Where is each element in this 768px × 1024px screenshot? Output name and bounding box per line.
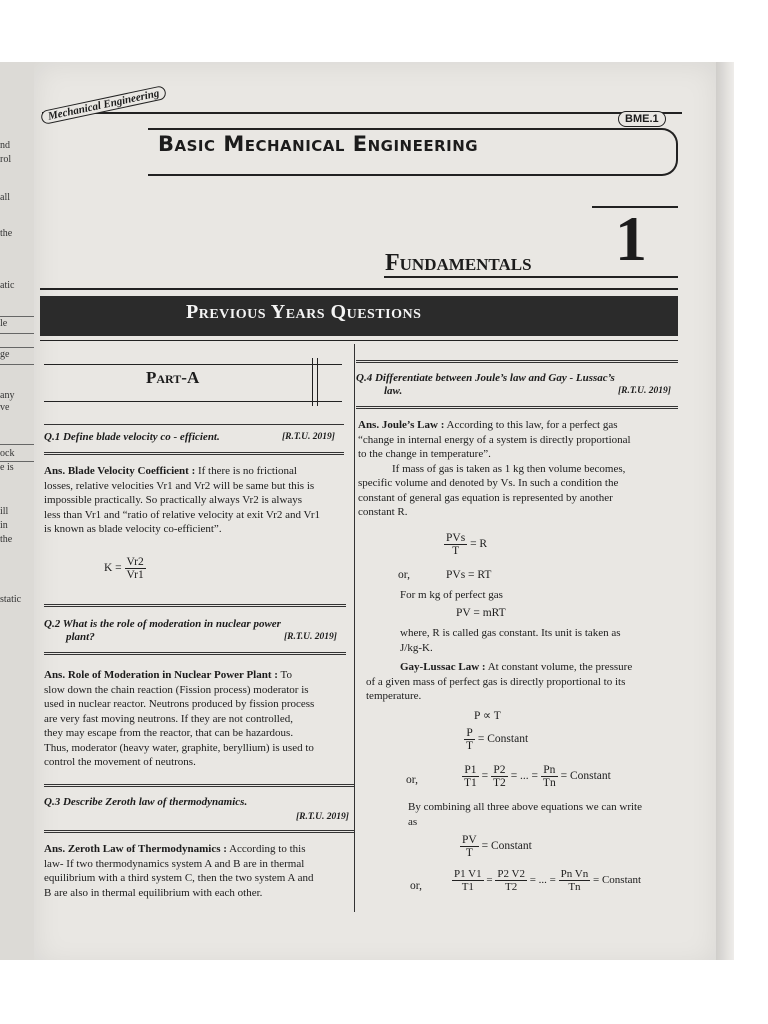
denominator: T xyxy=(466,740,474,752)
answer-line: B are also in thermal equilibrium with each other. xyxy=(44,886,263,899)
answer-line: as xyxy=(408,815,418,828)
equation-or xyxy=(410,880,422,892)
question-rule xyxy=(44,830,354,833)
question-number: Q.3 xyxy=(44,796,61,808)
equation-rhs: = Constant xyxy=(481,840,532,853)
question-source: [R.T.U. 2019] xyxy=(296,812,349,822)
numerator: Pn Vn xyxy=(560,868,589,880)
answer-line: temperature. xyxy=(366,690,422,702)
prev-word: the xyxy=(0,534,13,545)
answer-line: where, R is called gas constant. Its unit is taken as xyxy=(400,627,621,639)
question-source: [R.T.U. 2019] xyxy=(282,432,335,442)
answer-line: control the movement of neutrons. xyxy=(44,756,196,768)
answer-line: specific volume and denoted by Vs. In such a condition the xyxy=(358,477,619,489)
equation-pv-mrt: PV = mRT xyxy=(456,607,506,619)
numerator: P xyxy=(464,727,475,740)
equation-pv-over-t xyxy=(460,834,532,859)
question-1 xyxy=(44,431,220,444)
banner-rule-top xyxy=(40,288,678,290)
equation-lhs: K = xyxy=(104,562,122,575)
question-text: Describe Zeroth law of thermodynamics. xyxy=(62,796,248,808)
answer-line: According to this law, for a perfect gas xyxy=(446,419,618,431)
or-label: or, xyxy=(398,569,410,581)
question-number: Q.1 xyxy=(44,431,61,443)
gas-constant-text xyxy=(400,626,694,655)
equation-expression: PVs = RT xyxy=(446,569,492,581)
question-text: law. xyxy=(384,385,403,397)
answer-line: of a given mass of perfect gas is directly proportional to its xyxy=(366,675,626,688)
equation-p-over-t-series: $\frac{P1}{T1}$ = $\frac{P2}{T2}$ = ... = $\frac{Pn}{Tn}$ = Constant xyxy=(464,764,611,789)
denominator: T1 xyxy=(461,881,474,893)
denominator: Vr1 xyxy=(126,569,144,581)
fraction xyxy=(444,532,467,557)
gay-lussac-text xyxy=(366,660,698,704)
answer-line: impossible practically. So practically always Vr2 is always xyxy=(44,494,303,506)
equation-p-over-t xyxy=(464,727,528,752)
equation-rhs: = Constant xyxy=(477,733,529,746)
answer-line: losses, relative velocities Vr1 and Vr2 will be same but this is xyxy=(44,479,315,492)
fraction xyxy=(460,834,479,859)
prev-word: in xyxy=(0,520,8,531)
question-rule xyxy=(44,452,344,455)
question-text: Differentiate between Joule’s law and Gay - Lussac’s xyxy=(374,372,615,384)
denominator: Tn xyxy=(542,777,556,789)
answer-line: “change in internal energy of a system is directly proportional xyxy=(358,433,631,446)
equation-pvs-rt xyxy=(446,569,491,581)
question-source: [R.T.U. 2019] xyxy=(284,632,337,642)
equation-rhs: = R xyxy=(470,538,488,551)
fraction xyxy=(559,868,591,893)
answer-line: equilibrium with a third system C, then the two system A and xyxy=(44,872,314,884)
answer-line: constant of general gas equation is represented by another xyxy=(358,491,613,504)
denominator: T2 xyxy=(505,881,518,893)
equation-pv-over-t-series: $\frac{P1 V1}{T1}$ = $\frac{P2 V2}{T2}$ = ... = $\frac{\text{Pn Vn}}{Tn}$ = Constant xyxy=(454,868,642,893)
numerator: PV xyxy=(462,834,477,846)
question-rule xyxy=(44,652,346,655)
answer-line: less than Vr1 and “ratio of relative velocity at exit Vr2 and Vr1 xyxy=(44,508,320,521)
question-source: [R.T.U. 2019] xyxy=(618,386,671,396)
numerator: P1 V1 xyxy=(454,868,482,880)
question-rule xyxy=(356,406,678,409)
answer-2 xyxy=(44,668,354,770)
background-below-page xyxy=(0,960,768,1024)
answer-line: they may escape from the reactor, that can be hazardous. xyxy=(44,727,294,739)
answer-3 xyxy=(44,842,360,900)
question-text: plant? xyxy=(66,631,95,643)
answer-1 xyxy=(44,464,346,537)
answer-4 xyxy=(358,418,688,520)
or-label: or, xyxy=(406,774,418,786)
numerator: PVs xyxy=(446,532,466,544)
answer-line: Thus, moderator (heavy water, graphite, beryllium) is used to xyxy=(44,741,314,754)
part-heading-bar xyxy=(312,358,318,406)
prev-word: the xyxy=(0,228,13,239)
equation-or xyxy=(406,774,418,786)
chapter-number: 1 xyxy=(615,203,647,274)
answer-line: At constant volume, the pressure xyxy=(487,661,633,673)
series-tag: Mechanical Engineering xyxy=(40,85,168,125)
banner-rule-bottom xyxy=(40,340,678,341)
equation-rhs: = Constant xyxy=(593,874,642,887)
book-code-badge: BME.1 xyxy=(618,111,666,127)
equation-rhs: = Constant xyxy=(560,770,611,783)
answer-lead: Ans. Zeroth Law of Thermodynamics : xyxy=(44,843,227,855)
prev-word: ge xyxy=(0,349,10,360)
equation-dots: = ... = xyxy=(529,874,556,887)
column-divider xyxy=(354,344,355,912)
combine-text xyxy=(408,800,700,829)
numerator: P2 V2 xyxy=(497,868,525,880)
numerator: Pn xyxy=(541,764,558,777)
answer-line: slow down the chain reaction (Fission process) moderator is xyxy=(44,683,309,696)
prev-word: all xyxy=(0,192,10,203)
question-rule xyxy=(44,604,346,607)
answer-line: are very fast moving neutrons. If they are not controlled, xyxy=(44,712,293,725)
answer-line: used in nuclear reactor. Neutrons produced by fission process xyxy=(44,698,315,710)
answer-lead: Ans. Blade Velocity Coefficient : xyxy=(44,465,196,477)
fraction xyxy=(464,727,475,752)
question-number: Q.4 xyxy=(356,372,373,384)
fraction xyxy=(541,764,558,789)
denominator: T xyxy=(465,847,473,859)
fraction xyxy=(491,764,508,789)
question-rule xyxy=(356,360,678,363)
fraction xyxy=(495,868,527,893)
question-rule xyxy=(44,784,354,787)
prev-word: e is xyxy=(0,462,14,473)
denominator: T xyxy=(452,545,460,557)
answer-line: is known as blade velocity co-efficient”. xyxy=(44,523,222,535)
equation-p-prop-t: P ∝ T xyxy=(474,710,501,722)
page-stack-edge xyxy=(716,62,734,967)
question-text: What is the role of moderation in nuclear power xyxy=(62,618,281,630)
equation-dots: = ... = xyxy=(510,770,539,783)
equation-k xyxy=(104,556,146,581)
prev-word: nd xyxy=(0,140,10,151)
prev-word: le xyxy=(0,318,8,329)
numerator: Vr2 xyxy=(126,556,144,568)
fraction xyxy=(452,868,484,893)
part-heading: Part-A xyxy=(146,368,200,387)
question-4 xyxy=(356,372,615,398)
answer-lead: Ans. Role of Moderation in Nuclear Power Plant : xyxy=(44,669,278,681)
prev-word: static xyxy=(0,594,22,605)
question-text: Define blade velocity co - efficient. xyxy=(62,431,220,443)
perfect-gas-text: For m kg of perfect gas xyxy=(400,589,503,601)
question-rule xyxy=(44,424,344,425)
chapter-title: Fundamentals xyxy=(385,250,532,276)
fraction xyxy=(125,556,146,581)
answer-line: If there is no frictional xyxy=(197,465,297,477)
answer-line: to the change in temperature”. xyxy=(358,448,491,460)
chapter-rule-bottom xyxy=(384,276,678,278)
equation-or xyxy=(398,569,410,581)
numerator: P2 xyxy=(491,764,508,777)
equation-pvs-over-t xyxy=(444,532,487,557)
prev-word: ve xyxy=(0,402,10,413)
prev-word: ock xyxy=(0,448,15,459)
answer-line: J/kg-K. xyxy=(400,641,433,654)
question-3 xyxy=(44,796,247,809)
answer-line: If mass of gas is taken as 1 kg then volume becomes, xyxy=(392,462,626,475)
numerator: P1 xyxy=(462,764,479,777)
answer-lead: Ans. Joule’s Law : xyxy=(358,419,445,431)
denominator: T1 xyxy=(464,777,477,789)
prev-word: ill xyxy=(0,506,9,517)
answer-line: According to this xyxy=(229,843,306,855)
section-banner-title: Previous Years Questions xyxy=(186,301,422,323)
question-2 xyxy=(44,618,281,644)
denominator: T2 xyxy=(493,777,506,789)
answer-line: law- If two thermodynamics system A and B are in thermal xyxy=(44,857,305,870)
answer-line: To xyxy=(280,669,292,681)
fraction xyxy=(462,764,479,789)
prev-word: any xyxy=(0,390,15,401)
denominator: Tn xyxy=(568,881,581,893)
prev-word: rol xyxy=(0,154,12,165)
answer-line: constant R. xyxy=(358,506,408,518)
book-title: Basic Mechanical Engineering xyxy=(158,132,479,156)
answer-lead: Gay-Lussac Law : xyxy=(400,661,486,673)
prev-word: atic xyxy=(0,280,15,291)
answer-line: By combining all three above equations we can write xyxy=(408,801,642,813)
question-number: Q.2 xyxy=(44,618,61,630)
header-rule xyxy=(42,112,682,114)
or-label: or, xyxy=(410,880,422,892)
